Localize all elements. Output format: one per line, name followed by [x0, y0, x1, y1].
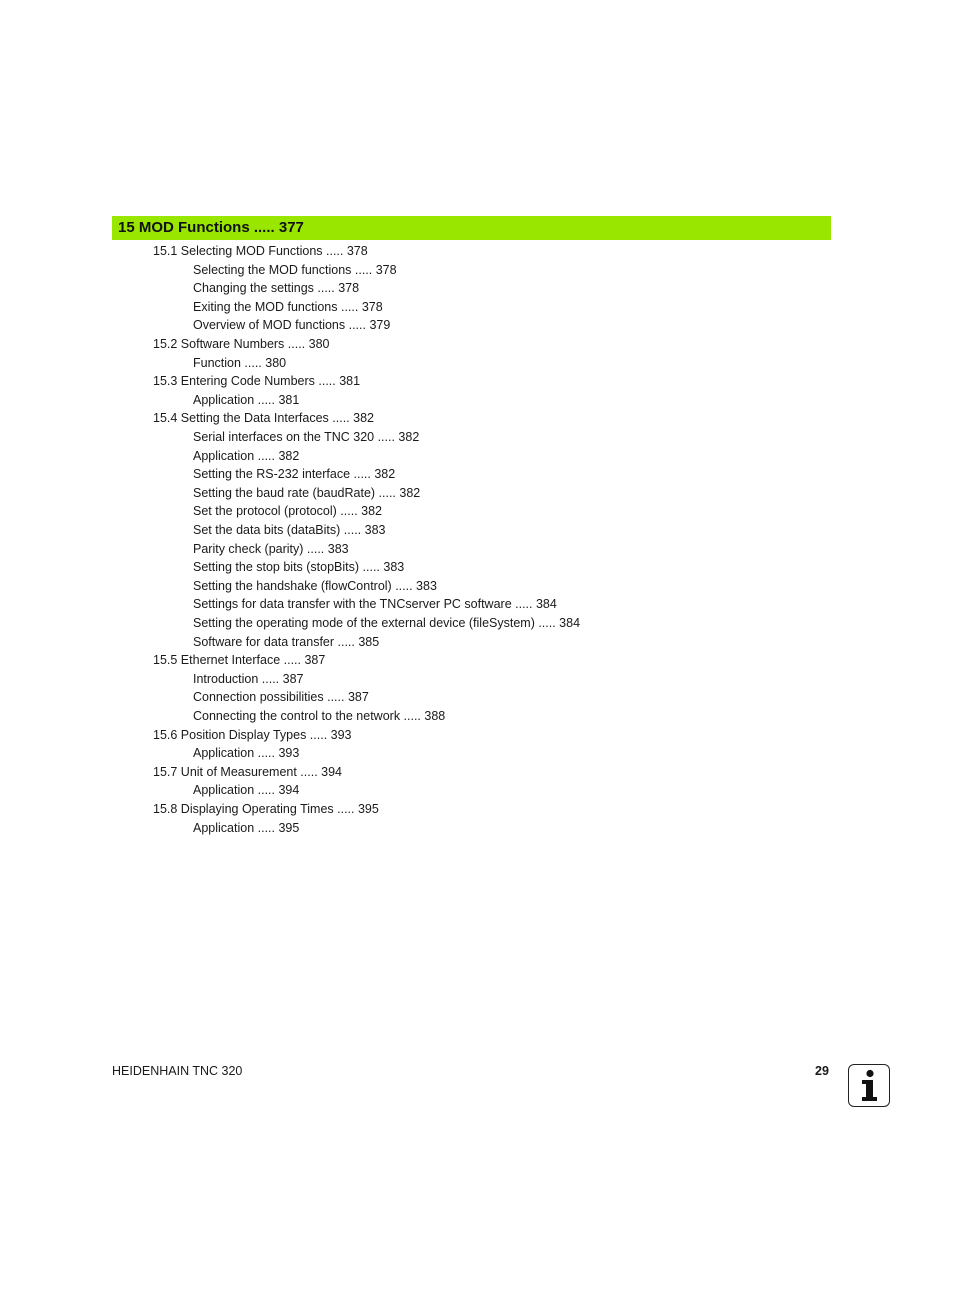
toc-subsection-entry: Connecting the control to the network ..... 388	[193, 709, 446, 723]
page-number: 29	[815, 1064, 829, 1078]
toc-subsection-entry: Application ..... 394	[193, 783, 300, 798]
toc-subsection-entry: Application ..... 393	[193, 746, 300, 761]
footer-title: HEIDENHAIN TNC 320	[112, 1064, 243, 1078]
toc-subsection-entry: Changing the settings ..... 378	[193, 281, 360, 296]
toc-subsection-entry: Selecting the MOD functions ..... 378	[193, 262, 397, 277]
toc-subsection-entry: Setting the handshake (flowControl) ..... 383	[193, 578, 437, 593]
toc-subsection-entry: Introduction ..... 387	[193, 671, 304, 686]
toc-subsection-entry: Overview of MOD functions ..... 379	[193, 318, 391, 333]
toc-subsection-entry: Set the data bits (dataBits) ..... 383	[193, 523, 386, 537]
toc-subsection-entry: Settings for data transfer with the TNCserver PC software ..... 384	[193, 597, 557, 612]
toc-subsection-entry: Application ..... 381	[193, 392, 300, 407]
toc-section-entry: 15.4 Setting the Data Interfaces ..... 382	[153, 411, 374, 426]
toc-section-entry: 15.5 Ethernet Interface ..... 387	[153, 653, 326, 668]
toc-subsection-entry: Application ..... 395	[193, 820, 300, 835]
toc-section-entry: 15.1 Selecting MOD Functions ..... 378	[153, 244, 368, 258]
toc-section-entry: 15.7 Unit of Measurement ..... 394	[153, 764, 342, 779]
toc-subsection-entry: Serial interfaces on the TNC 320 ..... 382	[193, 430, 420, 444]
info-icon	[848, 1064, 890, 1107]
toc-section-entry: 15.8 Displaying Operating Times ..... 395	[153, 802, 379, 816]
toc-subsection-entry: Setting the operating mode of the external device (fileSystem) ..... 384	[193, 616, 581, 630]
toc-subsection-entry: Setting the baud rate (baudRate) ..... 382	[193, 485, 421, 500]
toc-subsection-entry: Set the protocol (protocol) ..... 382	[193, 504, 382, 519]
toc-subsection-entry: Parity check (parity) ..... 383	[193, 541, 349, 556]
toc-subsection-entry: Setting the stop bits (stopBits) ..... 383	[193, 560, 405, 575]
toc-subsection-entry: Software for data transfer ..... 385	[193, 634, 380, 649]
toc-subsection-entry: Application ..... 382	[193, 448, 300, 463]
toc-section-entry: 15.3 Entering Code Numbers ..... 381	[153, 374, 361, 389]
chapter-header	[112, 216, 831, 240]
toc-section-entry: 15.6 Position Display Types ..... 393	[153, 727, 352, 742]
toc-subsection-entry: Connection possibilities ..... 387	[193, 690, 369, 705]
chapter-title: 15 MOD Functions ..... 377	[118, 219, 304, 236]
toc-subsection-entry: Function ..... 380	[193, 355, 287, 370]
toc-section-entry: 15.2 Software Numbers ..... 380	[153, 337, 330, 351]
toc-subsection-entry: Setting the RS-232 interface ..... 382	[193, 467, 396, 482]
toc-subsection-entry: Exiting the MOD functions ..... 378	[193, 299, 383, 314]
